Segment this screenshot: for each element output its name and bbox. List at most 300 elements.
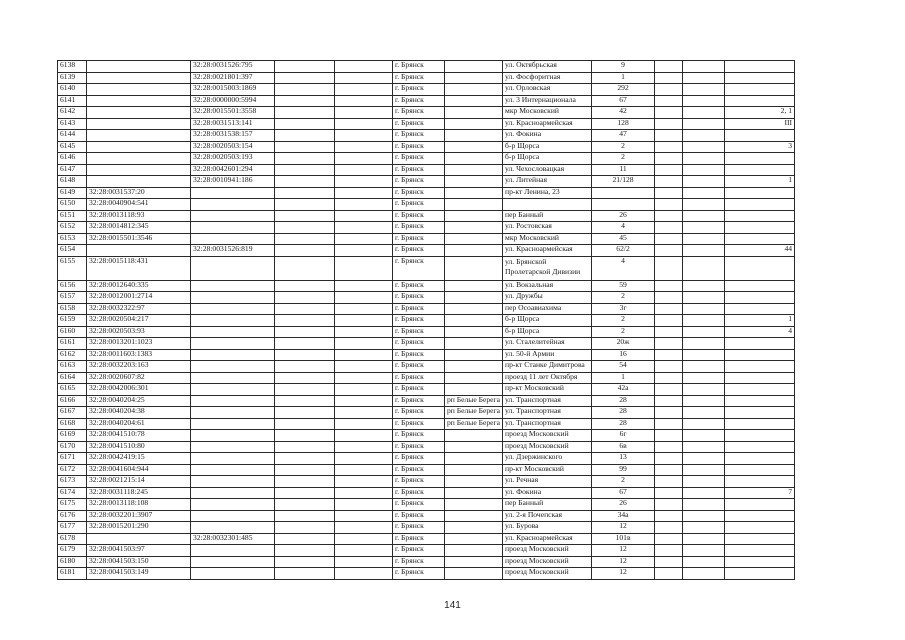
- apartment-cell: [725, 222, 795, 234]
- settlement-cell: [445, 349, 503, 361]
- house-number-cell: 12: [592, 556, 655, 568]
- city-cell: г. Брянск: [393, 153, 445, 165]
- city-cell: г. Брянск: [393, 107, 445, 119]
- settlement-cell: [445, 556, 503, 568]
- apartment-cell: [725, 210, 795, 222]
- house-number-cell: 28: [592, 418, 655, 430]
- city-cell: г. Брянск: [393, 118, 445, 130]
- street-cell: мкр Московский: [503, 107, 592, 119]
- city-cell: г. Брянск: [393, 499, 445, 511]
- building-cell: [655, 326, 683, 338]
- street-cell: ул. Транспортная: [503, 395, 592, 407]
- table-row: [58, 130, 795, 142]
- table-row: [58, 153, 795, 165]
- building-cell: [655, 430, 683, 442]
- street-cell: пр-кт Московский: [503, 464, 592, 476]
- settlement-cell: [445, 95, 503, 107]
- building-cell: [655, 187, 683, 199]
- settlement-cell: [445, 292, 503, 304]
- row-number: 6148: [58, 176, 87, 188]
- cadastral-number-building: [191, 372, 275, 384]
- settlement-cell: [445, 487, 503, 499]
- table-row: [58, 280, 795, 292]
- cadastral-number-land: [87, 72, 191, 84]
- city-cell: г. Брянск: [393, 407, 445, 419]
- table-row: [58, 210, 795, 222]
- building-cell: [655, 338, 683, 350]
- house-number-cell: 42: [592, 107, 655, 119]
- apartment-cell: [725, 418, 795, 430]
- empty-cell: [275, 510, 335, 522]
- row-number: 6168: [58, 418, 87, 430]
- house-number-cell: 2: [592, 326, 655, 338]
- city-cell: г. Брянск: [393, 568, 445, 580]
- table-row: [58, 315, 795, 327]
- city-cell: г. Брянск: [393, 510, 445, 522]
- city-cell: г. Брянск: [393, 84, 445, 96]
- cadastral-number-building: [191, 222, 275, 234]
- empty-cell: [275, 430, 335, 442]
- empty-cell: [335, 372, 393, 384]
- cadastral-number-land: 32:28:0014812:345: [87, 222, 191, 234]
- empty-cell: [335, 418, 393, 430]
- building-cell: [655, 384, 683, 396]
- city-cell: г. Брянск: [393, 176, 445, 188]
- street-cell: ул. Красноармейская: [503, 118, 592, 130]
- house-number-cell: 54: [592, 361, 655, 373]
- empty-cell: [683, 303, 725, 315]
- empty-cell: [683, 176, 725, 188]
- table-row: [58, 107, 795, 119]
- building-cell: [655, 499, 683, 511]
- empty-cell: [335, 164, 393, 176]
- empty-cell: [275, 141, 335, 153]
- empty-cell: [275, 349, 335, 361]
- cadastral-number-land: 32:28:0040904:541: [87, 199, 191, 211]
- city-cell: г. Брянск: [393, 453, 445, 465]
- row-number: 6149: [58, 187, 87, 199]
- empty-cell: [275, 556, 335, 568]
- city-cell: г. Брянск: [393, 545, 445, 557]
- street-cell: ул. Брянской Пролетарской Дивизии: [503, 256, 592, 280]
- city-cell: г. Брянск: [393, 164, 445, 176]
- table-row: [58, 303, 795, 315]
- row-number: 6176: [58, 510, 87, 522]
- table-row: [58, 407, 795, 419]
- apartment-cell: [725, 280, 795, 292]
- empty-cell: [683, 187, 725, 199]
- row-number: 6169: [58, 430, 87, 442]
- settlement-cell: [445, 130, 503, 142]
- city-cell: г. Брянск: [393, 233, 445, 245]
- cadastral-number-land: 32:28:0041604:944: [87, 464, 191, 476]
- city-cell: г. Брянск: [393, 384, 445, 396]
- empty-cell: [275, 384, 335, 396]
- table-row: [58, 233, 795, 245]
- cadastral-number-building: [191, 522, 275, 534]
- cadastral-number-land: 32:28:0015501:3546: [87, 233, 191, 245]
- apartment-cell: 1: [725, 176, 795, 188]
- empty-cell: [683, 372, 725, 384]
- cadastral-number-building: 32:28:0015003:1869: [191, 84, 275, 96]
- table-row: [58, 118, 795, 130]
- empty-cell: [683, 522, 725, 534]
- row-number: 6141: [58, 95, 87, 107]
- cadastral-number-building: 32:28:0021801:397: [191, 72, 275, 84]
- building-cell: [655, 545, 683, 557]
- empty-cell: [683, 84, 725, 96]
- page-number: 141: [444, 600, 461, 611]
- empty-cell: [335, 84, 393, 96]
- city-cell: г. Брянск: [393, 522, 445, 534]
- table-row: [58, 522, 795, 534]
- empty-cell: [335, 210, 393, 222]
- cadastral-number-land: 32:28:0013201:1023: [87, 338, 191, 350]
- empty-cell: [683, 164, 725, 176]
- cadastral-number-building: [191, 199, 275, 211]
- empty-cell: [683, 361, 725, 373]
- settlement-cell: [445, 199, 503, 211]
- building-cell: [655, 84, 683, 96]
- apartment-cell: [725, 199, 795, 211]
- street-cell: ул. Октябрьская: [503, 61, 592, 73]
- cadastral-number-land: 32:28:0040204:61: [87, 418, 191, 430]
- building-cell: [655, 487, 683, 499]
- empty-cell: [275, 418, 335, 430]
- city-cell: г. Брянск: [393, 303, 445, 315]
- street-cell: проезд Московский: [503, 430, 592, 442]
- settlement-cell: [445, 256, 503, 280]
- empty-cell: [683, 153, 725, 165]
- street-cell: пер Банный: [503, 499, 592, 511]
- cadastral-number-building: [191, 556, 275, 568]
- house-number-cell: 292: [592, 84, 655, 96]
- building-cell: [655, 245, 683, 257]
- house-number-cell: 2: [592, 292, 655, 304]
- house-number-cell: 99: [592, 464, 655, 476]
- row-number: 6147: [58, 164, 87, 176]
- table-row: [58, 418, 795, 430]
- settlement-cell: [445, 326, 503, 338]
- city-cell: г. Брянск: [393, 326, 445, 338]
- building-cell: [655, 407, 683, 419]
- street-cell: ул. Орловская: [503, 84, 592, 96]
- registry-table: [57, 60, 795, 580]
- empty-cell: [335, 141, 393, 153]
- empty-cell: [683, 545, 725, 557]
- table-row: [58, 453, 795, 465]
- settlement-cell: [445, 141, 503, 153]
- apartment-cell: [725, 292, 795, 304]
- city-cell: г. Брянск: [393, 222, 445, 234]
- house-number-cell: 12: [592, 522, 655, 534]
- street-cell: пер Банный: [503, 210, 592, 222]
- house-number-cell: 2: [592, 476, 655, 488]
- cadastral-number-land: 32:28:0013118:93: [87, 210, 191, 222]
- building-cell: [655, 222, 683, 234]
- row-number: 6144: [58, 130, 87, 142]
- empty-cell: [275, 233, 335, 245]
- settlement-cell: рп Белые Берега: [445, 395, 503, 407]
- cadastral-number-building: [191, 280, 275, 292]
- table-row: [58, 499, 795, 511]
- empty-cell: [683, 533, 725, 545]
- apartment-cell: [725, 533, 795, 545]
- house-number-cell: 45: [592, 233, 655, 245]
- cadastral-number-land: [87, 176, 191, 188]
- cadastral-number-land: 32:28:0011603:1383: [87, 349, 191, 361]
- empty-cell: [275, 464, 335, 476]
- cadastral-number-building: [191, 315, 275, 327]
- cadastral-number-building: 32:28:0020503:154: [191, 141, 275, 153]
- apartment-cell: [725, 361, 795, 373]
- cadastral-number-land: [87, 245, 191, 257]
- cadastral-number-building: [191, 338, 275, 350]
- empty-cell: [335, 95, 393, 107]
- empty-cell: [275, 118, 335, 130]
- settlement-cell: [445, 568, 503, 580]
- street-cell: проезд Московский: [503, 568, 592, 580]
- house-number-cell: 67: [592, 487, 655, 499]
- empty-cell: [335, 568, 393, 580]
- empty-cell: [683, 556, 725, 568]
- house-number-cell: [592, 199, 655, 211]
- building-cell: [655, 441, 683, 453]
- house-number-cell: 4: [592, 256, 655, 280]
- cadastral-number-land: 32:28:0041503:149: [87, 568, 191, 580]
- empty-cell: [683, 568, 725, 580]
- settlement-cell: [445, 61, 503, 73]
- row-number: 6142: [58, 107, 87, 119]
- house-number-cell: 128: [592, 118, 655, 130]
- cadastral-number-building: [191, 418, 275, 430]
- empty-cell: [335, 499, 393, 511]
- cadastral-number-land: 32:28:0041503:97: [87, 545, 191, 557]
- table-row: [58, 430, 795, 442]
- row-number: 6167: [58, 407, 87, 419]
- cadastral-number-building: 32:28:0010941:186: [191, 176, 275, 188]
- building-cell: [655, 118, 683, 130]
- empty-cell: [335, 280, 393, 292]
- settlement-cell: [445, 72, 503, 84]
- street-cell: ул. Транспортная: [503, 407, 592, 419]
- house-number-cell: 1: [592, 372, 655, 384]
- row-number: 6172: [58, 464, 87, 476]
- empty-cell: [275, 176, 335, 188]
- settlement-cell: [445, 233, 503, 245]
- empty-cell: [335, 256, 393, 280]
- apartment-cell: 3: [725, 141, 795, 153]
- row-number: 6162: [58, 349, 87, 361]
- apartment-cell: [725, 130, 795, 142]
- empty-cell: [275, 545, 335, 557]
- cadastral-number-land: 32:28:0020503:93: [87, 326, 191, 338]
- city-cell: г. Брянск: [393, 210, 445, 222]
- building-cell: [655, 72, 683, 84]
- empty-cell: [275, 522, 335, 534]
- empty-cell: [335, 441, 393, 453]
- empty-cell: [275, 533, 335, 545]
- cadastral-number-building: 32:28:0000000:5994: [191, 95, 275, 107]
- cadastral-number-building: 32:28:0031526:795: [191, 61, 275, 73]
- apartment-cell: [725, 372, 795, 384]
- house-number-cell: 11: [592, 164, 655, 176]
- cadastral-number-building: [191, 292, 275, 304]
- street-cell: [503, 199, 592, 211]
- street-cell: проезд Московский: [503, 556, 592, 568]
- cadastral-number-land: 32:28:0032201:3907: [87, 510, 191, 522]
- cadastral-number-land: 32:28:0032203:163: [87, 361, 191, 373]
- row-number: 6163: [58, 361, 87, 373]
- cadastral-number-land: 32:28:0041510:80: [87, 441, 191, 453]
- apartment-cell: [725, 303, 795, 315]
- empty-cell: [335, 315, 393, 327]
- empty-cell: [275, 130, 335, 142]
- apartment-cell: [725, 72, 795, 84]
- empty-cell: [335, 453, 393, 465]
- apartment-cell: III: [725, 118, 795, 130]
- empty-cell: [335, 556, 393, 568]
- empty-cell: [683, 326, 725, 338]
- table-row: [58, 141, 795, 153]
- cadastral-number-land: [87, 118, 191, 130]
- building-cell: [655, 418, 683, 430]
- cadastral-number-land: 32:28:0020607:82: [87, 372, 191, 384]
- empty-cell: [275, 210, 335, 222]
- cadastral-number-land: 32:28:0042006:301: [87, 384, 191, 396]
- cadastral-number-land: 32:28:0012001:2714: [87, 292, 191, 304]
- empty-cell: [335, 222, 393, 234]
- cadastral-number-building: 32:28:0031538:157: [191, 130, 275, 142]
- cadastral-number-land: 32:28:0013118:108: [87, 499, 191, 511]
- street-cell: пер Осоавиахима: [503, 303, 592, 315]
- table-row: [58, 72, 795, 84]
- empty-cell: [335, 464, 393, 476]
- building-cell: [655, 315, 683, 327]
- empty-cell: [275, 338, 335, 350]
- empty-cell: [335, 107, 393, 119]
- house-number-cell: 12: [592, 568, 655, 580]
- settlement-cell: [445, 533, 503, 545]
- house-number-cell: 28: [592, 407, 655, 419]
- apartment-cell: [725, 430, 795, 442]
- empty-cell: [683, 61, 725, 73]
- empty-cell: [275, 499, 335, 511]
- cadastral-number-building: [191, 395, 275, 407]
- settlement-cell: рп Белые Берега: [445, 407, 503, 419]
- empty-cell: [335, 118, 393, 130]
- empty-cell: [683, 245, 725, 257]
- cadastral-number-land: 32:28:0031118:245: [87, 487, 191, 499]
- cadastral-number-building: [191, 187, 275, 199]
- row-number: 6160: [58, 326, 87, 338]
- row-number: 6152: [58, 222, 87, 234]
- empty-cell: [275, 222, 335, 234]
- empty-cell: [275, 372, 335, 384]
- apartment-cell: [725, 153, 795, 165]
- row-number: 6155: [58, 256, 87, 280]
- row-number: 6179: [58, 545, 87, 557]
- house-number-cell: 20ж: [592, 338, 655, 350]
- city-cell: г. Брянск: [393, 199, 445, 211]
- building-cell: [655, 522, 683, 534]
- city-cell: г. Брянск: [393, 476, 445, 488]
- settlement-cell: [445, 84, 503, 96]
- empty-cell: [335, 233, 393, 245]
- house-number-cell: 34а: [592, 510, 655, 522]
- empty-cell: [275, 245, 335, 257]
- empty-cell: [275, 164, 335, 176]
- city-cell: г. Брянск: [393, 141, 445, 153]
- empty-cell: [275, 326, 335, 338]
- house-number-cell: 4: [592, 222, 655, 234]
- cadastral-number-land: 32:28:0041503:150: [87, 556, 191, 568]
- building-cell: [655, 395, 683, 407]
- empty-cell: [335, 533, 393, 545]
- street-cell: ул. Дзержинского: [503, 453, 592, 465]
- building-cell: [655, 510, 683, 522]
- city-cell: г. Брянск: [393, 280, 445, 292]
- city-cell: г. Брянск: [393, 418, 445, 430]
- city-cell: г. Брянск: [393, 430, 445, 442]
- apartment-cell: [725, 187, 795, 199]
- empty-cell: [275, 395, 335, 407]
- street-cell: ул. Сталелитейная: [503, 338, 592, 350]
- empty-cell: [335, 176, 393, 188]
- empty-cell: [683, 510, 725, 522]
- house-number-cell: [592, 187, 655, 199]
- table-row: [58, 326, 795, 338]
- settlement-cell: [445, 441, 503, 453]
- settlement-cell: [445, 187, 503, 199]
- row-number: 6165: [58, 384, 87, 396]
- house-number-cell: 101в: [592, 533, 655, 545]
- cadastral-number-land: 32:28:0032322:97: [87, 303, 191, 315]
- apartment-cell: [725, 256, 795, 280]
- row-number: 6173: [58, 476, 87, 488]
- settlement-cell: [445, 372, 503, 384]
- apartment-cell: 7: [725, 487, 795, 499]
- street-cell: ул. 3 Интернационала: [503, 95, 592, 107]
- building-cell: [655, 453, 683, 465]
- house-number-cell: 6в: [592, 441, 655, 453]
- row-number: 6180: [58, 556, 87, 568]
- table-row: [58, 256, 795, 280]
- empty-cell: [275, 84, 335, 96]
- empty-cell: [683, 141, 725, 153]
- apartment-cell: [725, 407, 795, 419]
- apartment-cell: [725, 95, 795, 107]
- table-row: [58, 568, 795, 580]
- empty-cell: [683, 418, 725, 430]
- city-cell: г. Брянск: [393, 130, 445, 142]
- city-cell: г. Брянск: [393, 372, 445, 384]
- street-cell: ул. Ростовская: [503, 222, 592, 234]
- table-row: [58, 372, 795, 384]
- empty-cell: [335, 522, 393, 534]
- row-number: 6177: [58, 522, 87, 534]
- street-cell: ул. Фокина: [503, 487, 592, 499]
- table-row: [58, 384, 795, 396]
- building-cell: [655, 280, 683, 292]
- table-row: [58, 222, 795, 234]
- empty-cell: [335, 326, 393, 338]
- row-number: 6178: [58, 533, 87, 545]
- apartment-cell: [725, 476, 795, 488]
- street-cell: проезд Московский: [503, 441, 592, 453]
- empty-cell: [683, 430, 725, 442]
- empty-cell: [275, 407, 335, 419]
